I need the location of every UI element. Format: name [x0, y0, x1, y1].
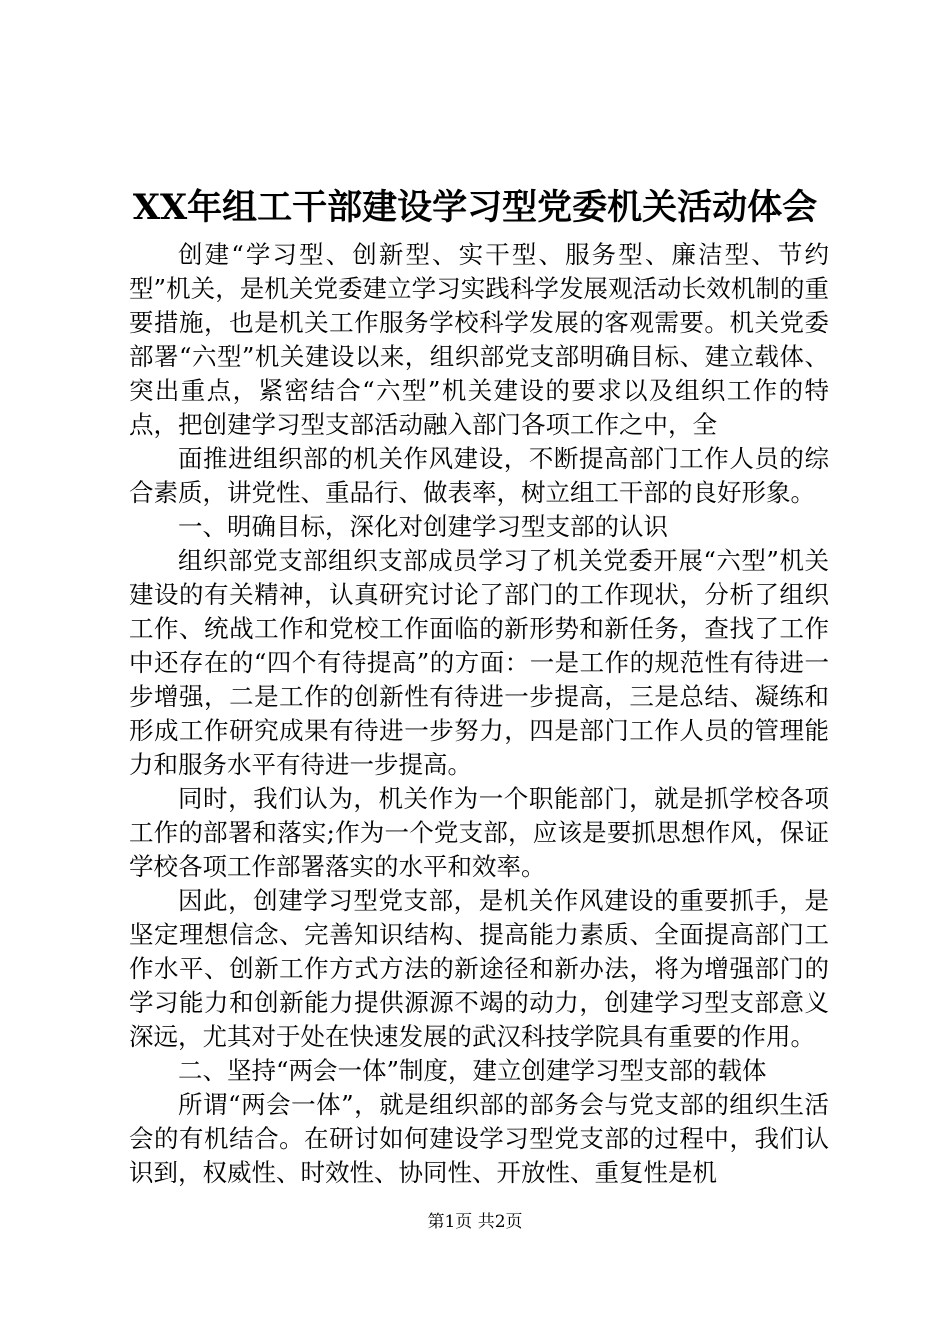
paragraph: 面推进组织部的机关作风建设，不断提高部门工作人员的综合素质，讲党性、重品行、做表率，树立组工干部的良好形象。 — [129, 444, 829, 507]
paragraph: 所谓“两会一体”，就是组织部的部务会与党支部的组织生活会的有机结合。在研讨如何建设学习型党支部的过程中，我们认识到，权威性、时效性、协同性、开放性、重复性是机 — [129, 1090, 829, 1187]
document-body — [129, 238, 829, 1190]
paragraph: 因此，创建学习型党支部，是机关作风建设的重要抓手，是坚定理想信念、完善知识结构、提高能力素质、全面提高部门工作水平、创新工作方式方法的新途径和新办法，将为增强部门的学习能力和创新能力提供源源不竭的动力，创建学习型支部意义深远，尤其对于处在快速发展的武汉科技学院具有重要的作用。 — [129, 886, 829, 1051]
section-heading: 一、明确目标，深化对创建学习型支部的认识 — [178, 512, 668, 541]
paragraph: 同时，我们认为，机关作为一个职能部门，就是抓学校各项工作的部署和落实;作为一个党支部，应该是要抓思想作风，保证学校各项工作部署落实的水平和效率。 — [129, 784, 829, 881]
paragraph: 组织部党支部组织支部成员学习了机关党委开展“六型”机关建设的有关精神，认真研究讨论了部门的工作现状，分析了组织工作、统战工作和党校工作面临的新形势和新任务，查找了工作中还存在的“四个有待提高”的方面：一是工作的规范性有待进一步增强，二是工作的创新性有待进一步提高，三是总结、凝练和形成工作研究成果有待进一步努力，四是部门工作人员的管理能力和服务水平有待进一步提高。 — [129, 546, 829, 779]
document-title: XX年组工干部建设学习型党委机关活动体会 — [132, 187, 818, 228]
section-heading: 二、坚持“两会一体”制度，建立创建学习型支部的载体 — [178, 1056, 767, 1085]
paragraph: 创建“学习型、创新型、实干型、服务型、廉洁型、节约型”机关，是机关党委建立学习实践科学发展观活动长效机制的重要措施，也是机关工作服务学校科学发展的客观需要。机关党委部署“六型”机关建设以来，组织部党支部明确目标、建立载体、突出重点，紧密结合“六型”机关建设的要求以及组织工作的特点，把创建学习型支部活动融入部门各项工作之中，全 — [129, 240, 829, 439]
page-number-footer: 第1页 共2页 — [427, 1212, 523, 1232]
